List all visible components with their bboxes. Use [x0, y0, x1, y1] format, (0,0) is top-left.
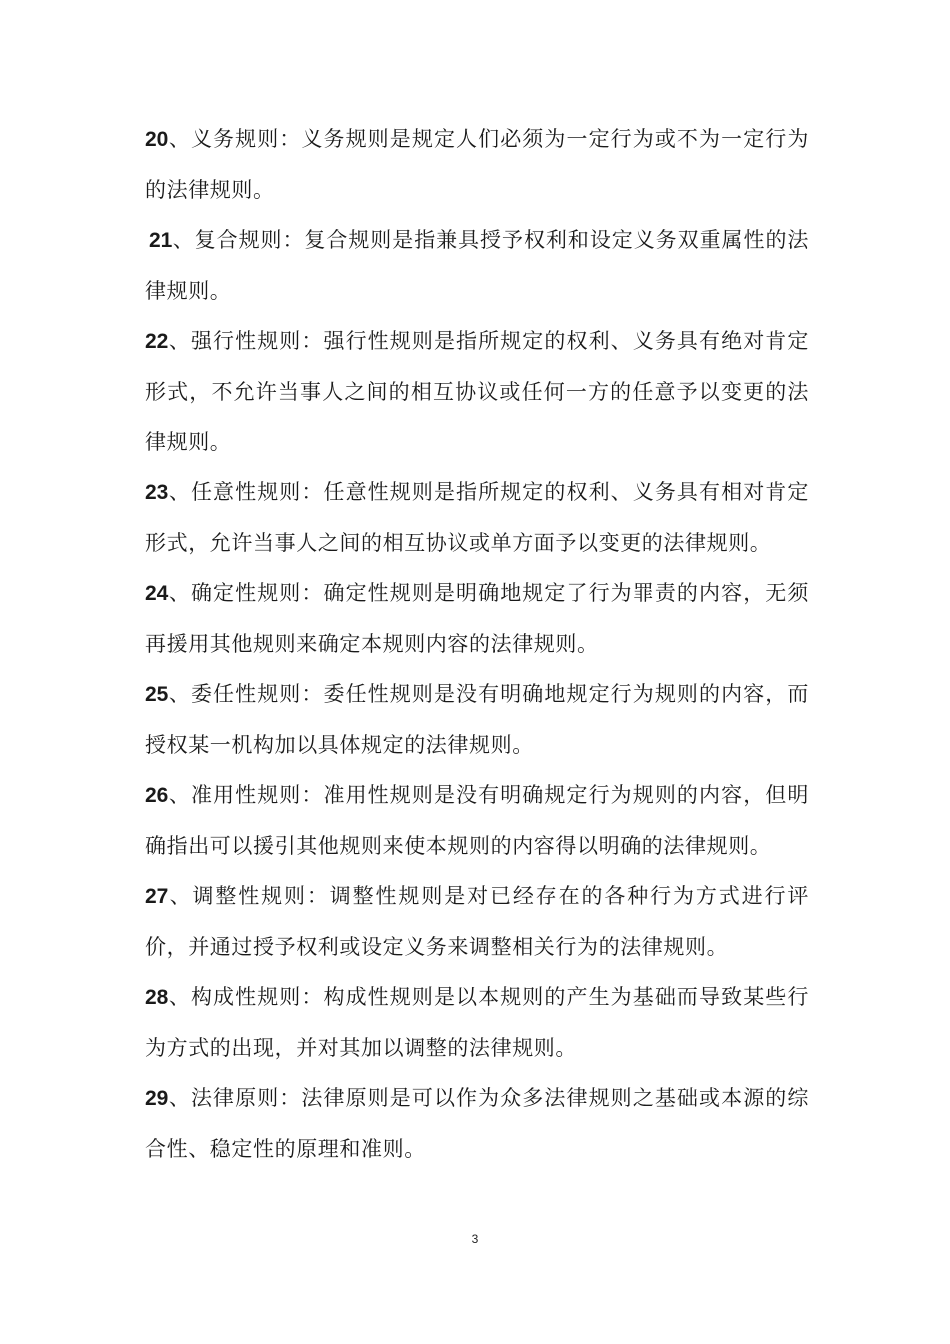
entry-21 — [145, 215, 809, 316]
entry-text: 、义务规则：义务规则是规定人们必须为一定行为或不为一定行为的法律规则。 — [145, 127, 809, 202]
entry-text: 、强行性规则：强行性规则是指所规定的权利、义务具有绝对肯定形式，不允许当事人之间的相互协议或任何一方的任意予以变更的法律规则。 — [145, 329, 809, 454]
entry-24 — [145, 568, 809, 669]
entry-22 — [145, 316, 809, 467]
entry-26 — [145, 770, 809, 871]
entry-number: 27 — [145, 885, 169, 908]
entry-27 — [145, 871, 809, 972]
entry-number: 29 — [145, 1087, 169, 1110]
entry-20 — [145, 114, 809, 215]
entry-text: 、任意性规则：任意性规则是指所规定的权利、义务具有相对肯定形式，允许当事人之间的相互协议或单方面予以变更的法律规则。 — [145, 480, 809, 555]
entry-text: 、准用性规则：准用性规则是没有明确规定行为规则的内容，但明确指出可以援引其他规则来使本规则的内容得以明确的法律规则。 — [145, 783, 809, 858]
entry-text: 、委任性规则：委任性规则是没有明确地规定行为规则的内容，而授权某一机构加以具体规定的法律规则。 — [145, 682, 809, 757]
entry-number: 20 — [145, 128, 169, 151]
entry-28 — [145, 972, 809, 1073]
entry-text: 、复合规则：复合规则是指兼具授予权利和设定义务双重属性的法律规则。 — [145, 228, 809, 303]
entry-number: 25 — [145, 683, 169, 706]
document-body — [145, 114, 809, 1174]
entry-23 — [145, 467, 809, 568]
page-number: 3 — [471, 1232, 479, 1246]
entry-text: 、构成性规则：构成性规则是以本规则的产生为基础而导致某些行为方式的出现，并对其加以调整的法律规则。 — [145, 985, 809, 1060]
entry-25 — [145, 669, 809, 770]
entry-text: 、法律原则：法律原则是可以作为众多法律规则之基础或本源的综合性、稳定性的原理和准则。 — [145, 1086, 809, 1161]
entry-number: 23 — [145, 481, 169, 504]
entry-text: 、调整性规则：调整性规则是对已经存在的各种行为方式进行评价，并通过授予权利或设定义务来调整相关行为的法律规则。 — [145, 884, 809, 959]
entry-number: 24 — [145, 582, 169, 605]
entry-29 — [145, 1073, 809, 1174]
entry-number: 26 — [145, 784, 169, 807]
entry-number: 22 — [145, 330, 169, 353]
entry-number: 28 — [145, 986, 169, 1009]
entry-number: 21 — [149, 229, 173, 252]
entry-text: 、确定性规则：确定性规则是明确地规定了行为罪责的内容，无须再援用其他规则来确定本规则内容的法律规则。 — [145, 581, 809, 656]
